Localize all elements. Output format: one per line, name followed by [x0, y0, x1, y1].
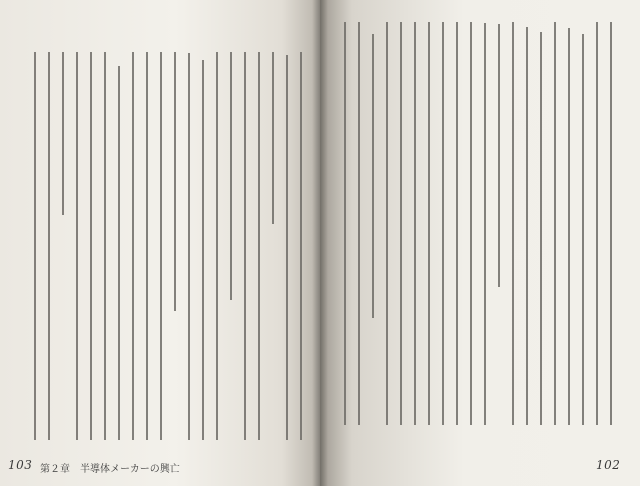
text-column — [258, 52, 260, 440]
text-column — [498, 24, 500, 287]
text-column — [230, 52, 232, 300]
text-column — [512, 22, 514, 425]
book-gutter — [312, 0, 328, 486]
text-column — [428, 22, 430, 425]
text-column — [484, 23, 486, 425]
text-column — [34, 52, 36, 440]
text-column — [244, 52, 246, 440]
text-column — [568, 28, 570, 425]
right-page — [320, 0, 640, 486]
text-column — [104, 52, 106, 440]
text-column — [286, 55, 288, 440]
text-column — [344, 22, 346, 425]
text-column — [118, 66, 120, 440]
text-column — [526, 27, 528, 425]
text-column — [202, 60, 204, 440]
text-column — [358, 22, 360, 425]
text-column — [456, 22, 458, 425]
text-column — [146, 52, 148, 440]
text-column — [596, 22, 598, 425]
text-column — [554, 22, 556, 425]
text-column — [470, 22, 472, 425]
text-column — [540, 32, 542, 425]
text-column — [48, 52, 50, 440]
text-column — [300, 52, 302, 440]
text-column — [160, 52, 162, 440]
text-column — [174, 52, 176, 311]
text-column — [76, 52, 78, 440]
text-column — [132, 52, 134, 440]
text-column — [582, 34, 584, 425]
running-header: 第２章 半導体メーカーの興亡 — [40, 464, 180, 475]
right-page-number: 102 — [596, 458, 621, 472]
text-column — [372, 34, 374, 318]
text-column — [400, 22, 402, 425]
text-column — [90, 52, 92, 440]
text-column — [188, 53, 190, 440]
left-page-number: 103 — [8, 458, 33, 472]
text-column — [414, 22, 416, 425]
text-column — [272, 52, 274, 224]
text-column — [442, 22, 444, 425]
text-column — [610, 22, 612, 425]
text-column — [62, 52, 64, 215]
text-column — [386, 22, 388, 425]
text-column — [216, 52, 218, 440]
